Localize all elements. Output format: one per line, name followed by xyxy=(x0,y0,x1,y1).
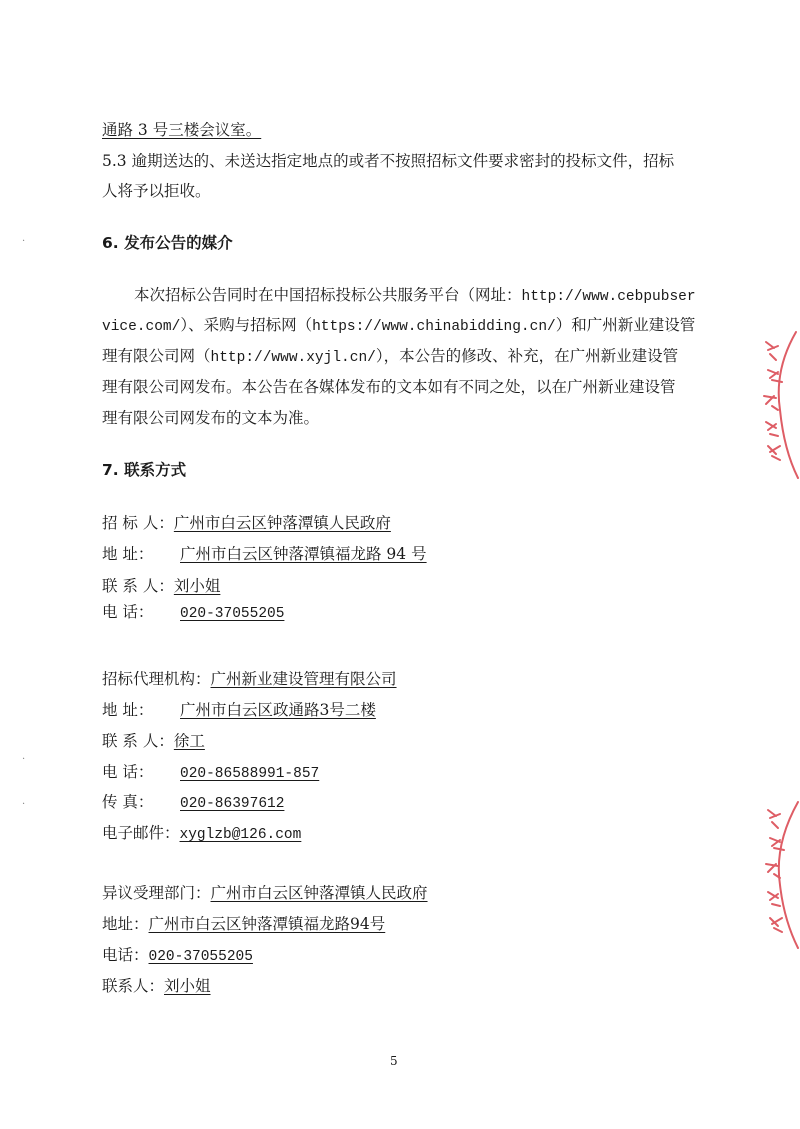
agency-name-row xyxy=(102,668,397,690)
sec6-line1 xyxy=(134,284,696,308)
tenderer-name-label: 招 标 人： xyxy=(102,514,174,532)
scan-speck: · xyxy=(22,799,26,810)
agency-email-label: 电子邮件： xyxy=(102,824,180,842)
agency-fax-row xyxy=(102,791,284,815)
tenderer-contact-label: 联 系 人： xyxy=(102,577,174,595)
agency-name: 广州新业建设管理有限公司 xyxy=(210,670,397,688)
page-number: 5 xyxy=(390,1054,398,1068)
objection-dept-label: 异议受理部门： xyxy=(102,884,211,902)
agency-email-row xyxy=(102,822,301,846)
agency-email: xyglzb@126.com xyxy=(179,827,302,843)
objection-address-row xyxy=(102,913,385,935)
objection-dept-row xyxy=(102,882,428,904)
sec6-line5: 理有限公司网发布的文本为准。 xyxy=(102,409,320,427)
scan-speck: · xyxy=(22,754,26,765)
agency-address-label: 地 址： xyxy=(102,701,154,719)
tenderer-address-row xyxy=(102,543,427,565)
clause-5-3-line2: 人将予以拒收。 xyxy=(102,182,211,200)
agency-phone-row xyxy=(102,761,319,785)
agency-fax: 020-86397612 xyxy=(180,796,285,812)
tenderer-phone: 020-37055205 xyxy=(180,606,285,622)
url-cebpubservice-cont: vice.com/ xyxy=(102,319,181,335)
sec6-line3 xyxy=(102,345,678,369)
section-7-heading: 7. 联系方式 xyxy=(102,461,187,479)
sec6-text: 理有限公司网（ xyxy=(102,347,211,365)
agency-fax-label: 传 真： xyxy=(102,793,154,811)
sec6-text: ）和广州新业建设管 xyxy=(555,316,696,334)
tenderer-name-row xyxy=(102,512,391,534)
tenderer-phone-row xyxy=(102,601,284,625)
clause-5-3-line1: 5.3 逾期送达的、未送达指定地点的或者不按照招标文件要求密封的投标文件，招标 xyxy=(102,152,675,170)
agency-contact-label: 联 系 人： xyxy=(102,732,174,750)
agency-contact: 徐工 xyxy=(173,732,205,750)
objection-contact-label: 联系人： xyxy=(102,977,165,995)
tenderer-address: 广州市白云区钟落潭镇福龙路 94 号 xyxy=(180,545,427,563)
objection-phone: 020-37055205 xyxy=(148,949,253,965)
objection-dept: 广州市白云区钟落潭镇人民政府 xyxy=(210,884,428,902)
objection-address: 广州市白云区钟落潭镇福龙路94号 xyxy=(148,915,386,933)
tenderer-contact-row xyxy=(102,575,220,597)
sec6-text: 本次招标公告同时在中国招标投标公共服务平台（网址： xyxy=(134,286,522,304)
objection-phone-row xyxy=(102,944,253,968)
tenderer-address-label: 地 址： xyxy=(102,545,154,563)
url-cebpubservice: http://www.cebpubser xyxy=(521,289,696,305)
agency-name-label: 招标代理机构： xyxy=(102,670,211,688)
scan-speck: · xyxy=(22,236,26,247)
url-xyjl: http://www.xyjl.cn/ xyxy=(210,350,376,366)
tenderer-contact: 刘小姐 xyxy=(173,577,221,595)
section-6-heading: 6. 发布公告的媒介 xyxy=(102,234,233,252)
agency-address: 广州市白云区政通路3号二楼 xyxy=(180,701,376,719)
seal-fragment-top xyxy=(756,330,800,480)
sec6-line2 xyxy=(102,314,695,338)
sec6-line4: 理有限公司网发布。本公告在各媒体发布的文本如有不同之处，以在广州新业建设管 xyxy=(102,378,676,396)
agency-address-row xyxy=(102,699,376,721)
sec6-text: ）、采购与招标网（ xyxy=(180,316,313,334)
sec6-text: ），本公告的修改、补充，在广州新业建设管 xyxy=(375,347,679,365)
agency-phone: 020-86588991-857 xyxy=(180,766,320,782)
url-chinabidding: https://www.chinabidding.cn/ xyxy=(312,319,556,335)
agency-phone-label: 电 话： xyxy=(102,763,154,781)
sec5-continued-text: 通路 3 号三楼会议室。 xyxy=(102,121,262,139)
objection-address-label: 地址： xyxy=(102,915,149,933)
seal-fragment-bottom xyxy=(758,800,800,950)
objection-contact-row xyxy=(102,975,211,997)
objection-contact: 刘小姐 xyxy=(164,977,211,995)
objection-phone-label: 电话： xyxy=(102,946,149,964)
tenderer-name: 广州市白云区钟落潭镇人民政府 xyxy=(173,514,391,532)
agency-contact-row xyxy=(102,730,205,752)
tenderer-phone-label: 电 话： xyxy=(102,603,154,621)
